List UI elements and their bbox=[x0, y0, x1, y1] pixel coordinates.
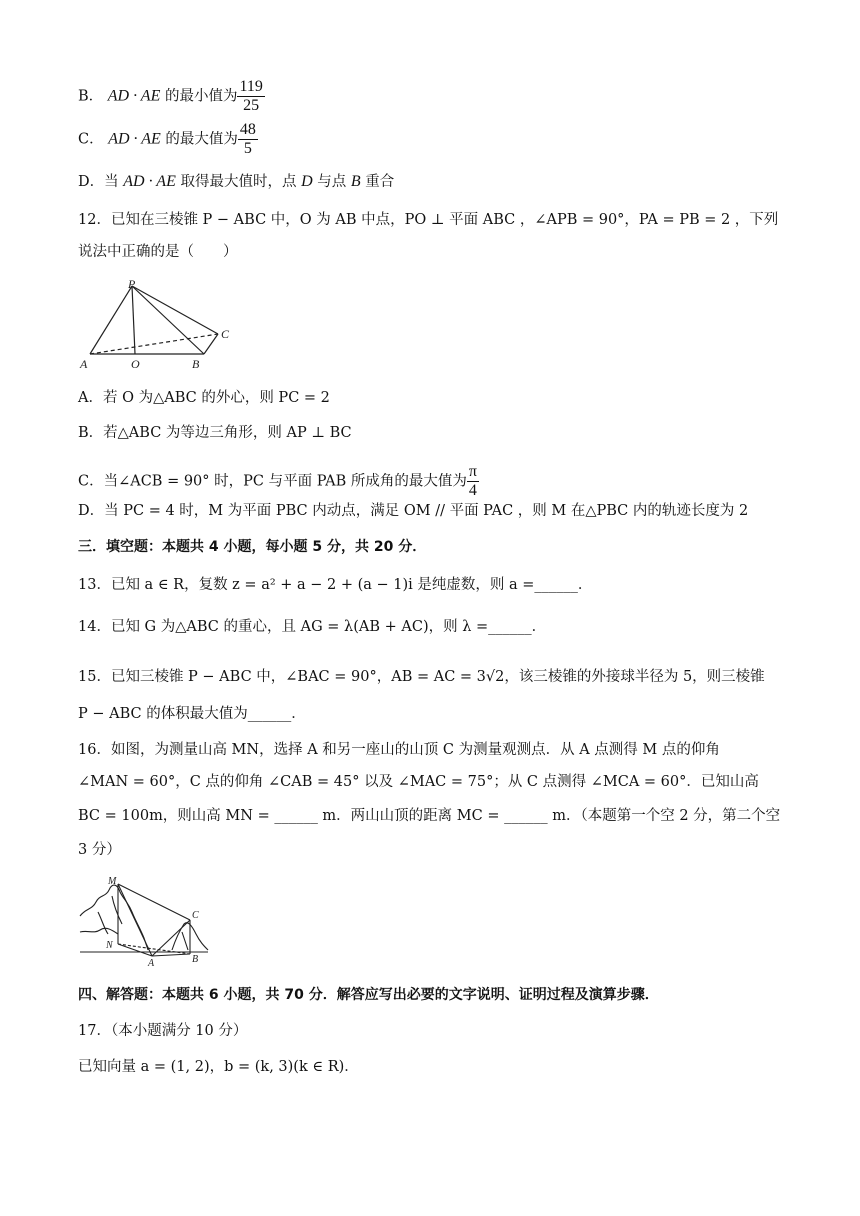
option-c bbox=[78, 121, 258, 158]
q16-line4: 3 分） bbox=[78, 842, 121, 858]
q15-line1: 15．已知三棱锥 P − ABC 中，∠BAC = 90°，AB = AC = 3√2，该三棱锥的外接球半径为 5，则三棱锥 bbox=[78, 669, 765, 685]
option-text: 与点 bbox=[317, 174, 347, 190]
fraction-numerator: 48 bbox=[239, 121, 256, 138]
option-text: 的最小值为 bbox=[164, 88, 238, 105]
option-text: 的最大值为 bbox=[165, 131, 238, 148]
label-a: A bbox=[80, 357, 88, 371]
fraction-numerator: 119 bbox=[239, 78, 263, 95]
q12-line2: 说法中正确的是（ ） bbox=[78, 244, 238, 260]
q12-option-c bbox=[78, 463, 479, 500]
label-c: C bbox=[221, 327, 230, 341]
label-n: N bbox=[106, 940, 113, 951]
option-letter: D．当 bbox=[78, 174, 119, 190]
section-3-heading: 三．填空题：本题共 4 小题，每小题 5 分，共 20 分． bbox=[78, 539, 427, 555]
section-4-heading: 四、解答题：本题共 6 小题，共 70 分．解答应写出必要的文字说明、证明过程及演算步骤． bbox=[78, 987, 659, 1003]
q12-line1: 12．已知在三棱锥 P − ABC 中，O 为 AB 中点，PO ⊥ 平面 ABC ，∠APB = 90°，PA = PB = 2 ，下列 bbox=[78, 212, 779, 228]
math-expression: AD · AE bbox=[107, 87, 161, 105]
math-expression: AD · AE bbox=[123, 173, 176, 190]
option-text: 重合 bbox=[365, 174, 395, 190]
point-label: D bbox=[301, 173, 313, 190]
fraction-denominator: 5 bbox=[243, 140, 252, 157]
q16-line3: BC = 100m，则山高 MN = ______ m．两山山顶的距离 MC = ______ m．（本题第一个空 2 分，第二个空 bbox=[78, 808, 781, 824]
label-c: C bbox=[192, 910, 199, 921]
option-d bbox=[78, 172, 394, 192]
fraction bbox=[237, 78, 264, 115]
label-o: O bbox=[131, 357, 140, 371]
q17-title: 17．（本小题满分 10 分） bbox=[78, 1023, 248, 1039]
q15-line2: P − ABC 的体积最大值为______． bbox=[78, 706, 306, 722]
q16-line2: ∠MAN = 60°，C 点的仰角 ∠CAB = 45° 以及 ∠MAC = 75°；从 C 点测得 ∠MCA = 60°．已知山高 bbox=[78, 774, 759, 790]
label-b: B bbox=[192, 357, 200, 371]
option-b bbox=[78, 78, 265, 115]
q12-pyramid-figure bbox=[78, 278, 240, 372]
q16-mountain-figure bbox=[78, 872, 210, 968]
fraction-numerator: π bbox=[468, 463, 477, 480]
q12-option-a: A．若 O 为△ABC 的外心，则 PC = 2 bbox=[78, 390, 330, 406]
option-text: 取得最大值时，点 bbox=[180, 174, 297, 190]
q17-line1: 已知向量 a = (1, 2)，b = (k, 3)(k ∈ R)． bbox=[78, 1059, 359, 1075]
q12-option-d: D．当 PC = 4 时，M 为平面 PBC 内动点，满足 OM // 平面 PAC ，则 M 在△PBC 内的轨迹长度为 2 bbox=[78, 503, 749, 519]
fraction bbox=[467, 463, 479, 500]
fraction bbox=[238, 121, 258, 158]
label-m: M bbox=[108, 876, 117, 887]
label-b: B bbox=[192, 954, 199, 965]
label-p: P bbox=[128, 278, 136, 291]
math-expression: AD · AE bbox=[108, 130, 161, 148]
q14: 14．已知 G 为△ABC 的重心，且 AG = λ(AB + AC)，则 λ =______． bbox=[78, 619, 547, 635]
option-text: C．当∠ACB = 90° 时，PC 与平面 PAB 所成角的最大值为 bbox=[78, 473, 467, 490]
q13: 13．已知 a ∈ R，复数 z = a² + a − 2 + (a − 1)i 是纯虚数，则 a =______． bbox=[78, 577, 593, 593]
option-letter: B． bbox=[78, 88, 104, 105]
fraction-denominator: 4 bbox=[468, 482, 477, 499]
q16-line1: 16．如图，为测量山高 MN，选择 A 和另一座山的山顶 C 为测量观测点．从 A 点测得 M 点的仰角 bbox=[78, 742, 720, 758]
label-a: A bbox=[148, 958, 155, 968]
fraction-denominator: 25 bbox=[243, 97, 260, 114]
q12-option-b: B．若△ABC 为等边三角形，则 AP ⊥ BC bbox=[78, 425, 352, 441]
point-label: B bbox=[350, 173, 361, 190]
option-letter: C． bbox=[78, 131, 104, 148]
